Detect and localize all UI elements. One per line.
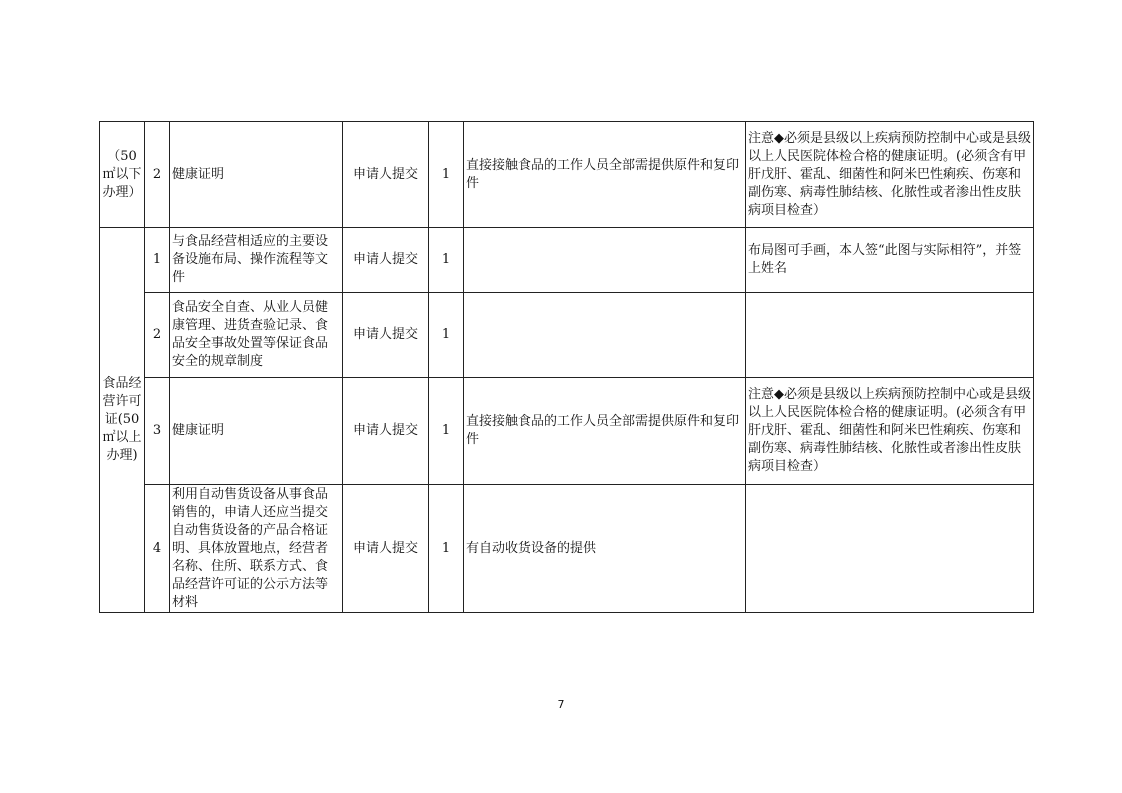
table-row bbox=[100, 378, 1034, 485]
material-name: 健康证明 bbox=[170, 378, 343, 485]
material-name: 利用自动售货设备从事食品销售的，申请人还应当提交自动售货设备的产品合格证明、具体放置地点，经营者名称、住所、联系方式、食品经营许可证的公示方法等材料 bbox=[170, 485, 343, 613]
material-source: 申请人提交 bbox=[343, 485, 429, 613]
table-row bbox=[100, 485, 1034, 613]
material-source: 申请人提交 bbox=[343, 293, 429, 378]
table-row bbox=[100, 122, 1034, 228]
copy-count: 1 bbox=[429, 122, 464, 228]
material-source: 申请人提交 bbox=[343, 378, 429, 485]
material-source: 申请人提交 bbox=[343, 122, 429, 228]
table-row bbox=[100, 228, 1034, 293]
material-source: 申请人提交 bbox=[343, 228, 429, 293]
item-number: 1 bbox=[145, 228, 170, 293]
table-row bbox=[100, 293, 1034, 378]
note bbox=[746, 485, 1034, 613]
item-number: 2 bbox=[145, 293, 170, 378]
note: 布局图可手画，本人签“此图与实际相符”，并签上姓名 bbox=[746, 228, 1034, 293]
note: 注意◆必须是县级以上疾病预防控制中心或是县级以上人民医院体检合格的健康证明。(必须含有甲肝戊肝、霍乱、细菌性和阿米巴性痢疾、伤寒和副伤寒、病毒性肺结核、化脓性或者渗出性皮肤病项目检查） bbox=[746, 122, 1034, 228]
note: 注意◆必须是县级以上疾病预防控制中心或是县级以上人民医院体检合格的健康证明。(必须含有甲肝戊肝、霍乱、细菌性和阿米巴性痢疾、伤寒和副伤寒、病毒性肺结核、化脓性或者渗出性皮肤病项目检查） bbox=[746, 378, 1034, 485]
requirement: 直接接触食品的工作人员全部需提供原件和复印件 bbox=[464, 122, 746, 228]
item-number: 3 bbox=[145, 378, 170, 485]
copy-count: 1 bbox=[429, 293, 464, 378]
material-name: 与食品经营相适应的主要设备设施布局、操作流程等文件 bbox=[170, 228, 343, 293]
material-name: 健康证明 bbox=[170, 122, 343, 228]
requirement: 有自动收货设备的提供 bbox=[464, 485, 746, 613]
item-number: 4 bbox=[145, 485, 170, 613]
copy-count: 1 bbox=[429, 485, 464, 613]
copy-count: 1 bbox=[429, 378, 464, 485]
category-cell: 食品经营许可证(50 ㎡以上办理) bbox=[100, 228, 145, 613]
category-cell: （50 ㎡以下办理） bbox=[100, 122, 145, 228]
copy-count: 1 bbox=[429, 228, 464, 293]
requirement bbox=[464, 228, 746, 293]
material-name: 食品安全自查、从业人员健康管理、进货查验记录、食品安全事故处置等保证食品安全的规章制度 bbox=[170, 293, 343, 378]
page-number: 7 bbox=[557, 698, 565, 711]
requirement: 直接接触食品的工作人员全部需提供原件和复印件 bbox=[464, 378, 746, 485]
note bbox=[746, 293, 1034, 378]
item-number: 2 bbox=[145, 122, 170, 228]
requirement bbox=[464, 293, 746, 378]
materials-table bbox=[99, 121, 1034, 613]
